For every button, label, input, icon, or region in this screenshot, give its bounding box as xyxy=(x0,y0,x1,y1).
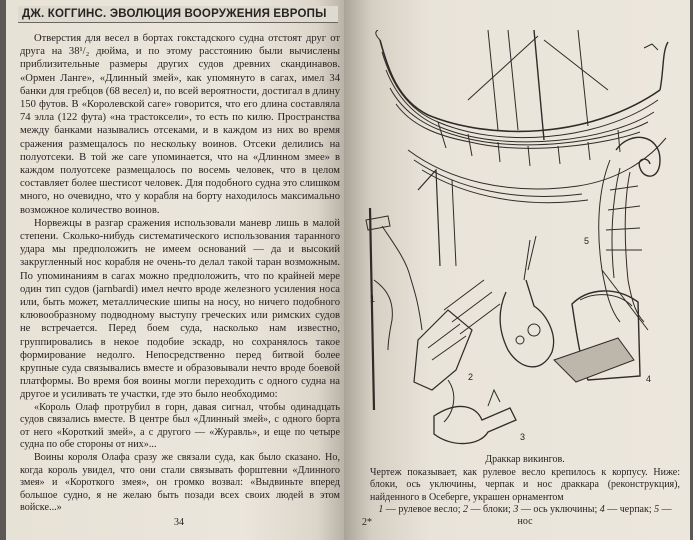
figure-label-1: 1 xyxy=(370,294,376,304)
figure-label-3: 3 xyxy=(520,432,526,442)
caption-body: Чертеж показывает, как рулевое весло крепилось к корпусу. Ниже: блоки, ось уключины, черпак и нос драккара (реконструкция), найденного в Осеберге, украшен орнаментом xyxy=(370,467,680,503)
running-head: ДЖ. КОГГИНС. ЭВОЛЮЦИЯ ВООРУЖЕНИЯ ЕВРОПЫ xyxy=(18,6,338,23)
legend-text-5: нос xyxy=(517,516,533,528)
figure-label-2: 2 xyxy=(468,372,474,382)
book-spread xyxy=(6,0,690,540)
legend-text-4: черпак; xyxy=(619,503,652,515)
legend-text-1: рулевое весло; xyxy=(398,503,461,515)
caption-title: Драккар викингов. xyxy=(485,454,565,465)
paragraph-1: Отверстия для весел в бортах гокстадского судна отстоят друг от друга на 38¹/₂ дюйма, и по этому расстоянию были вычислены приблизительные размеры других судов древних скандинавов. «Ормен Ланге», «Длинный змей», как упомянуто в сагах, имел 34 банки для гребцов (68 весел) и, по всей вероятности, достигал в длину 150 футов. В «Королевской саге» говорится, что его длина составляла 74 элла (122 фута) «на трастоксели», то есть по килю. Пространства между банками назывались отсеками, и в каждом из них во время сражения размещалось по нескольку воинов. Отсеки делились на полуотсеки. В той же саге упоминается, что на «Длинном змее» в каждом полуотсеке размещалось по восемь человек, что в целом составляет более шестисот человек. Для подобного судна это слишком много, но очевидно, что у корабля на борту находилось максимально возможное количество воинов. xyxy=(20,33,340,216)
caption-legend: 1 — рулевое весло; 2 — блоки; 3 — ось уключины; 4 — черпак; 5 — нос xyxy=(378,503,672,528)
figure-caption xyxy=(370,454,680,528)
figure-label-5: 5 xyxy=(584,236,590,246)
legend-num-1: 1 xyxy=(378,503,384,515)
legend-num-5: 5 xyxy=(654,503,660,515)
quote-1: «Король Олаф протрубил в горн, давая сигнал, чтобы одинадцать судов связались вместе. В центре был «Длинный змей», с одного борта от него «Короткий змей», а с другого — «Журавль», и еще по четыре судна по обе стороны от них»... xyxy=(20,401,340,451)
page-number-left: 34 xyxy=(174,517,184,528)
page-number-right: 2* xyxy=(362,517,372,528)
legend-num-3: 3 xyxy=(513,503,519,515)
legend-text-2: блоки; xyxy=(482,503,511,515)
figure-label-4: 4 xyxy=(646,374,652,384)
right-page xyxy=(344,0,690,540)
viking-ship-illustration xyxy=(348,30,678,448)
legend-text-3: ось уключины; xyxy=(533,503,598,515)
left-page xyxy=(6,0,344,540)
left-text-block xyxy=(20,32,340,515)
paragraph-2: Норвежцы в разгар сражения использовали маневр лишь в малой степени. Сколько-нибудь систематического использования таранного удара мы предположить не имеем оснований — да и высокий закругленный нос корабля не очень-то делал такой таран возможным. По упоминаниям в сагах можно предположить, что по крайней мере один тип судов (jarnbardi) имел нечто вроде железного усиления носа или, быть может, металлические шипы на носу, но ничего подобного клювообразному подводному выступу греческих или римских судов не встречается. Перед боем суда, насколько нам известно, группировались в некое подобие эскадр, но сохранялось такое формирование недолго. Непосредственно перед битвой более крупные суда связывались вместе и образовывали нечто вроде боевой платформы. Во время боя воины могли переходить с одного судна на другое и усиливать те участки, где это было необходимо: xyxy=(20,217,340,401)
quote-2: Воины короля Олафа сразу же связали суда, как было сказано. Но, когда король увидел, что они стали связывать форштевни «Длинного змея» и «Короткого змея», он громко возвал: «Выдвиньте вперед большое судно, я не желаю быть позади всех своих людей в этом войске...» xyxy=(20,452,340,514)
legend-num-4: 4 xyxy=(599,503,605,515)
legend-num-2: 2 xyxy=(462,503,468,515)
